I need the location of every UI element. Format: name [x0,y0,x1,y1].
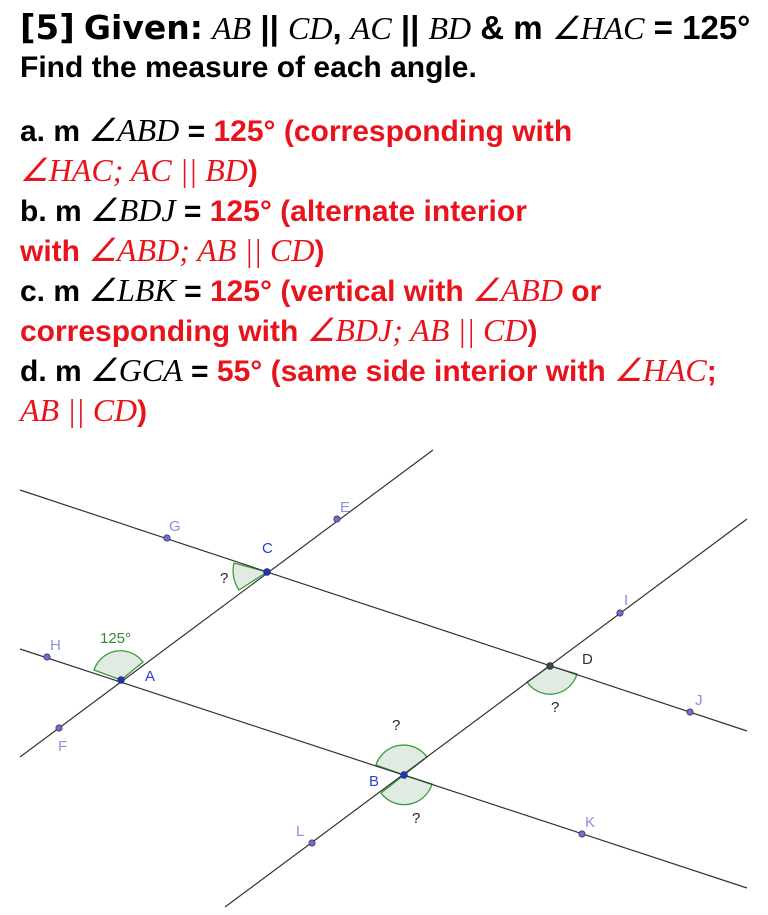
label-l: L [296,823,305,840]
unknown-angle-lbk: ? [412,810,421,827]
answer-d-value-end: ; [706,355,717,388]
point-h [44,654,50,660]
ampersand: & m [471,9,552,46]
label-d: D [582,651,593,668]
answer-b-reason-text: with [20,235,89,268]
answer-d-value: 55° (same side interior with [216,355,615,388]
line-lbd [225,519,747,907]
answer-c-sep: ; [392,312,411,348]
answer-a-eq: = [179,115,214,148]
parallel-symbol: || [251,9,288,46]
answer-b-end: ) [314,235,325,268]
given-angle-label: 125° [100,630,132,647]
given-label: Given: [83,8,203,47]
answer-d-value-angle: ∠HAC [614,352,707,388]
answer-a-reason-relation: AC || BD [130,152,248,188]
label-c: C [262,540,273,557]
problem-number: [5] [20,8,75,48]
given-value: = 125° [644,9,751,46]
line-hab [20,649,747,888]
point-g [164,535,170,541]
point-a [118,677,125,684]
answer-c-reason-text: corresponding with [20,315,307,348]
line-gcd [20,490,747,731]
answer-c-reason-angle: ∠BDJ [306,312,393,348]
unknown-angle-gca: ? [220,570,229,587]
segment-cd: CD [287,10,333,46]
answer-d-eq: = [182,355,217,388]
label-b: B [369,773,380,790]
label-h: H [50,637,61,654]
angle-arc-lbk [381,775,432,805]
answer-a-angle: ∠ABD [88,112,180,148]
answer-d-end: ) [137,395,148,428]
answer-b-eq: = [175,195,210,228]
answer-c-end: ) [527,315,538,348]
answer-a-prefix: a. m [20,115,89,148]
answer-c-angle: ∠LBK [88,272,176,308]
point-f [56,725,62,731]
answer-c-eq: = [175,275,210,308]
segment-ab: AB [212,10,252,46]
answer-d-prefix: d. m [20,355,91,388]
answer-a-reason-angle: ∠HAC [20,152,113,188]
angle-arc-abd [376,745,427,775]
point-j [687,709,693,715]
label-i: I [624,592,629,609]
unknown-angle-bdj: ? [551,699,560,716]
answer-c-value-end: or [562,275,602,308]
answer-b-reason-angle: ∠ABD [88,232,180,268]
answer-a-sep: ; [112,152,131,188]
answer-a-value: 125° (corresponding with [213,115,573,148]
angle-hac: ∠HAC [551,10,645,46]
point-c [264,569,271,576]
point-e [334,516,340,522]
answer-c-value: 125° (vertical with [209,275,473,308]
label-a: A [145,668,156,685]
line-fae [20,450,433,757]
label-e: E [340,499,351,516]
point-l [309,840,315,846]
answer-b-sep: ; [179,232,198,268]
answer-d-reason-relation: AB || CD [20,392,138,428]
label-f: F [58,738,68,755]
answer-c-prefix: c. m [20,275,89,308]
answer-b-reason-relation: AB || CD [197,232,315,268]
label-k: K [585,814,596,831]
point-d [547,663,554,670]
answer-b-prefix: b. m [20,195,91,228]
comma: , [332,9,351,46]
answer-b-angle: ∠BDJ [90,192,176,228]
unknown-angle-abd: ? [392,717,401,734]
point-k [579,831,585,837]
answer-c-reason-relation: AB || CD [410,312,528,348]
answer-a-end: ) [247,155,258,188]
label-j: J [695,692,703,709]
parallel-symbol: || [391,9,429,46]
label-g: G [169,518,181,535]
answer-d-angle: ∠GCA [90,352,183,388]
problem-instruction: Find the measure of each angle. [20,51,477,84]
point-i [617,610,623,616]
point-b [401,772,408,779]
angle-arc-bdj [527,666,577,694]
answer-b-value: 125° (alternate interior [209,195,527,228]
answer-c-value-angle: ∠ABD [472,272,563,308]
segment-ac: AC [350,10,392,46]
segment-bd: BD [428,10,472,46]
